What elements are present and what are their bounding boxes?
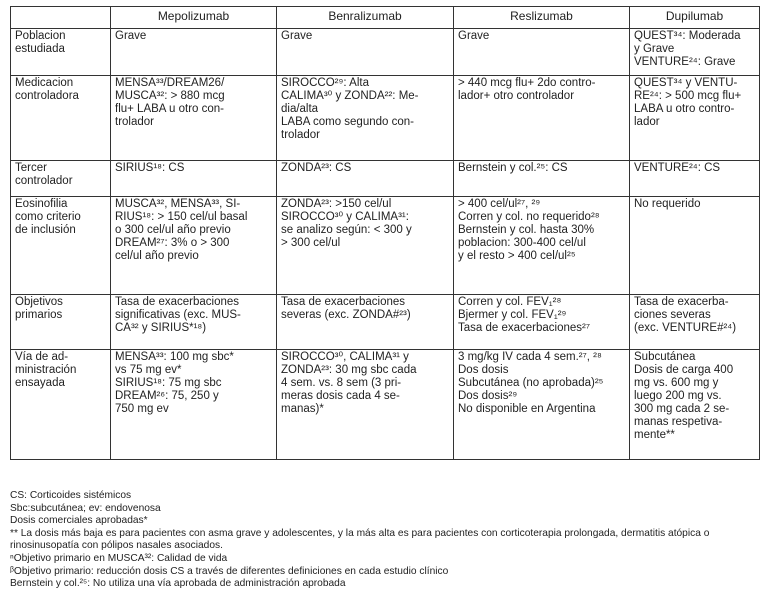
header-mepolizumab: Mepolizumab — [111, 7, 277, 29]
row-label-eosinofilia: Eosinofilia como criterio de inclusión — [15, 198, 81, 236]
table-row — [11, 197, 760, 295]
cell-reslizumab: > 440 mcg flu+ 2do contro- lador+ otro controlador — [458, 77, 596, 102]
row-label-poblacion: Poblacion estudiada — [15, 30, 66, 55]
footnote: ** La dosis más baja es para pacientes con asma grave y adolescentes, y la más alta es para pacientes con corticoterapia prolongada, dermatitis atópica o rinosinusopatía con pólipos nasales asociados. — [10, 527, 710, 552]
footnotes — [10, 490, 760, 591]
cell-reslizumab: > 400 cel/ul²⁷, ²⁹ Corren y col. no requerido²⁸ Bernstein y col. hasta 30% poblacion: 300-400 cel/ul y el resto > 400 cel/ul²⁵ — [458, 198, 600, 262]
table-row — [11, 76, 760, 161]
table-row — [11, 295, 760, 350]
cell-mepolizumab: MUSCA³², MENSA³³, SI- RIUS¹⁸: > 150 cel/ul basal o 300 cel/ul año previo DREAM²⁷: 3% o > 300 cel/ul año previo — [115, 198, 248, 262]
header-row — [11, 7, 760, 29]
cell-dupilumab: Subcutánea Dosis de carga 400 mg vs. 600 mg y luego 200 mg vs. 300 mg cada 2 se- manas respetiva- mente** — [634, 351, 734, 441]
table-row — [11, 161, 760, 197]
row-label-via: Vía de ad- ministración ensayada — [15, 351, 77, 389]
row-label-objetivos: Objetivos primarios — [15, 296, 63, 321]
cell-reslizumab: Bernstein y col.²⁵: CS — [458, 162, 568, 174]
cell-mepolizumab: SIRIUS¹⁸: CS — [115, 162, 185, 174]
cell-dupilumab: VENTURE²⁴: CS — [634, 162, 721, 174]
cell-mepolizumab: Tasa de exacerbaciones significativas (exc. MUS- CA³² y SIRIUS*¹⁸) — [115, 296, 241, 334]
cell-dupilumab: No requerido — [634, 198, 701, 210]
header-corner — [11, 7, 111, 29]
cell-reslizumab: Corren y col. FEV₁²⁸ Bjermer y col. FEV₁²⁹ Tasa de exacerbaciones²⁷ — [458, 296, 591, 334]
cell-dupilumab: QUEST³⁴: Moderada y Grave VENTURE²⁴: Grave — [634, 30, 741, 68]
cell-dupilumab: QUEST³⁴ y VENTU- RE²⁴: > 500 mcg flu+ LABA u otro contro- lador — [634, 77, 742, 128]
table-row — [11, 350, 760, 460]
cell-benralizumab: ZONDA²³: CS — [281, 162, 352, 174]
footnote: Bernstein y col.²⁵: No utiliza una vía aprobada de administración aprobada — [10, 578, 346, 590]
cell-reslizumab: Grave — [458, 30, 490, 42]
footnote: Sbc:subcutánea; ev: endovenosa — [10, 502, 161, 514]
cell-dupilumab: Tasa de exacerba- ciones severas (exc. VENTURE#²⁴) — [634, 296, 737, 334]
cell-benralizumab: SIROCCO²⁹: Alta CALIMA³⁰ y ZONDA²²: Me- dia/alta LABA como segundo con- trolador — [281, 77, 419, 141]
cell-mepolizumab: MENSA³³: 100 mg sbc* vs 75 mg ev* SIRIUS¹⁸: 75 mg sbc DREAM²⁶: 75, 250 y 750 mg ev — [115, 351, 234, 415]
cell-reslizumab: 3 mg/kg IV cada 4 sem.²⁷, ²⁸ Dos dosis Subcutánea (no aprobada)²⁵ Dos dosis²⁹ No disponible en Argentina — [458, 351, 604, 415]
cell-mepolizumab: MENSA³³/DREAM26/ MUSCA³²: > 880 mcg flu+ LABA u otro con- trolador — [115, 77, 225, 128]
cell-mepolizumab: Grave — [115, 30, 147, 42]
header-benralizumab: Benralizumab — [277, 7, 454, 29]
footnote: ᵝObjetivo primario: reducción dosis CS a través de diferentes definiciones en cada estudio clínico — [10, 565, 449, 577]
table-row — [11, 29, 760, 76]
cell-benralizumab: SIROCCO³⁰, CALIMA³¹ y ZONDA²³: 30 mg sbc cada 4 sem. vs. 8 sem (3 pri- meras dosis cada 4 se- manas)* — [281, 351, 417, 415]
cell-benralizumab: ZONDA²³: >150 cel/ul SIROCCO³⁰ y CALIMA³¹: se analizo según: < 300 y > 300 cel/ul — [281, 198, 412, 249]
row-label-medicacion: Medicacion controladora — [15, 77, 79, 102]
footnote: CS: Corticoides sistémicos — [10, 490, 132, 501]
row-label-tercer: Tercer controlador — [15, 162, 73, 187]
cell-benralizumab: Tasa de exacerbaciones severas (exc. ZONDA#²³) — [281, 296, 411, 321]
footnote: Dosis comerciales aprobadas* — [10, 515, 148, 527]
comparison-table — [10, 6, 760, 460]
footnote: ⁿObjetivo primario en MUSCA³²: Calidad de vida — [10, 552, 228, 564]
header-reslizumab: Reslizumab — [454, 7, 630, 29]
header-dupilumab: Dupilumab — [630, 7, 760, 29]
cell-benralizumab: Grave — [281, 30, 313, 42]
